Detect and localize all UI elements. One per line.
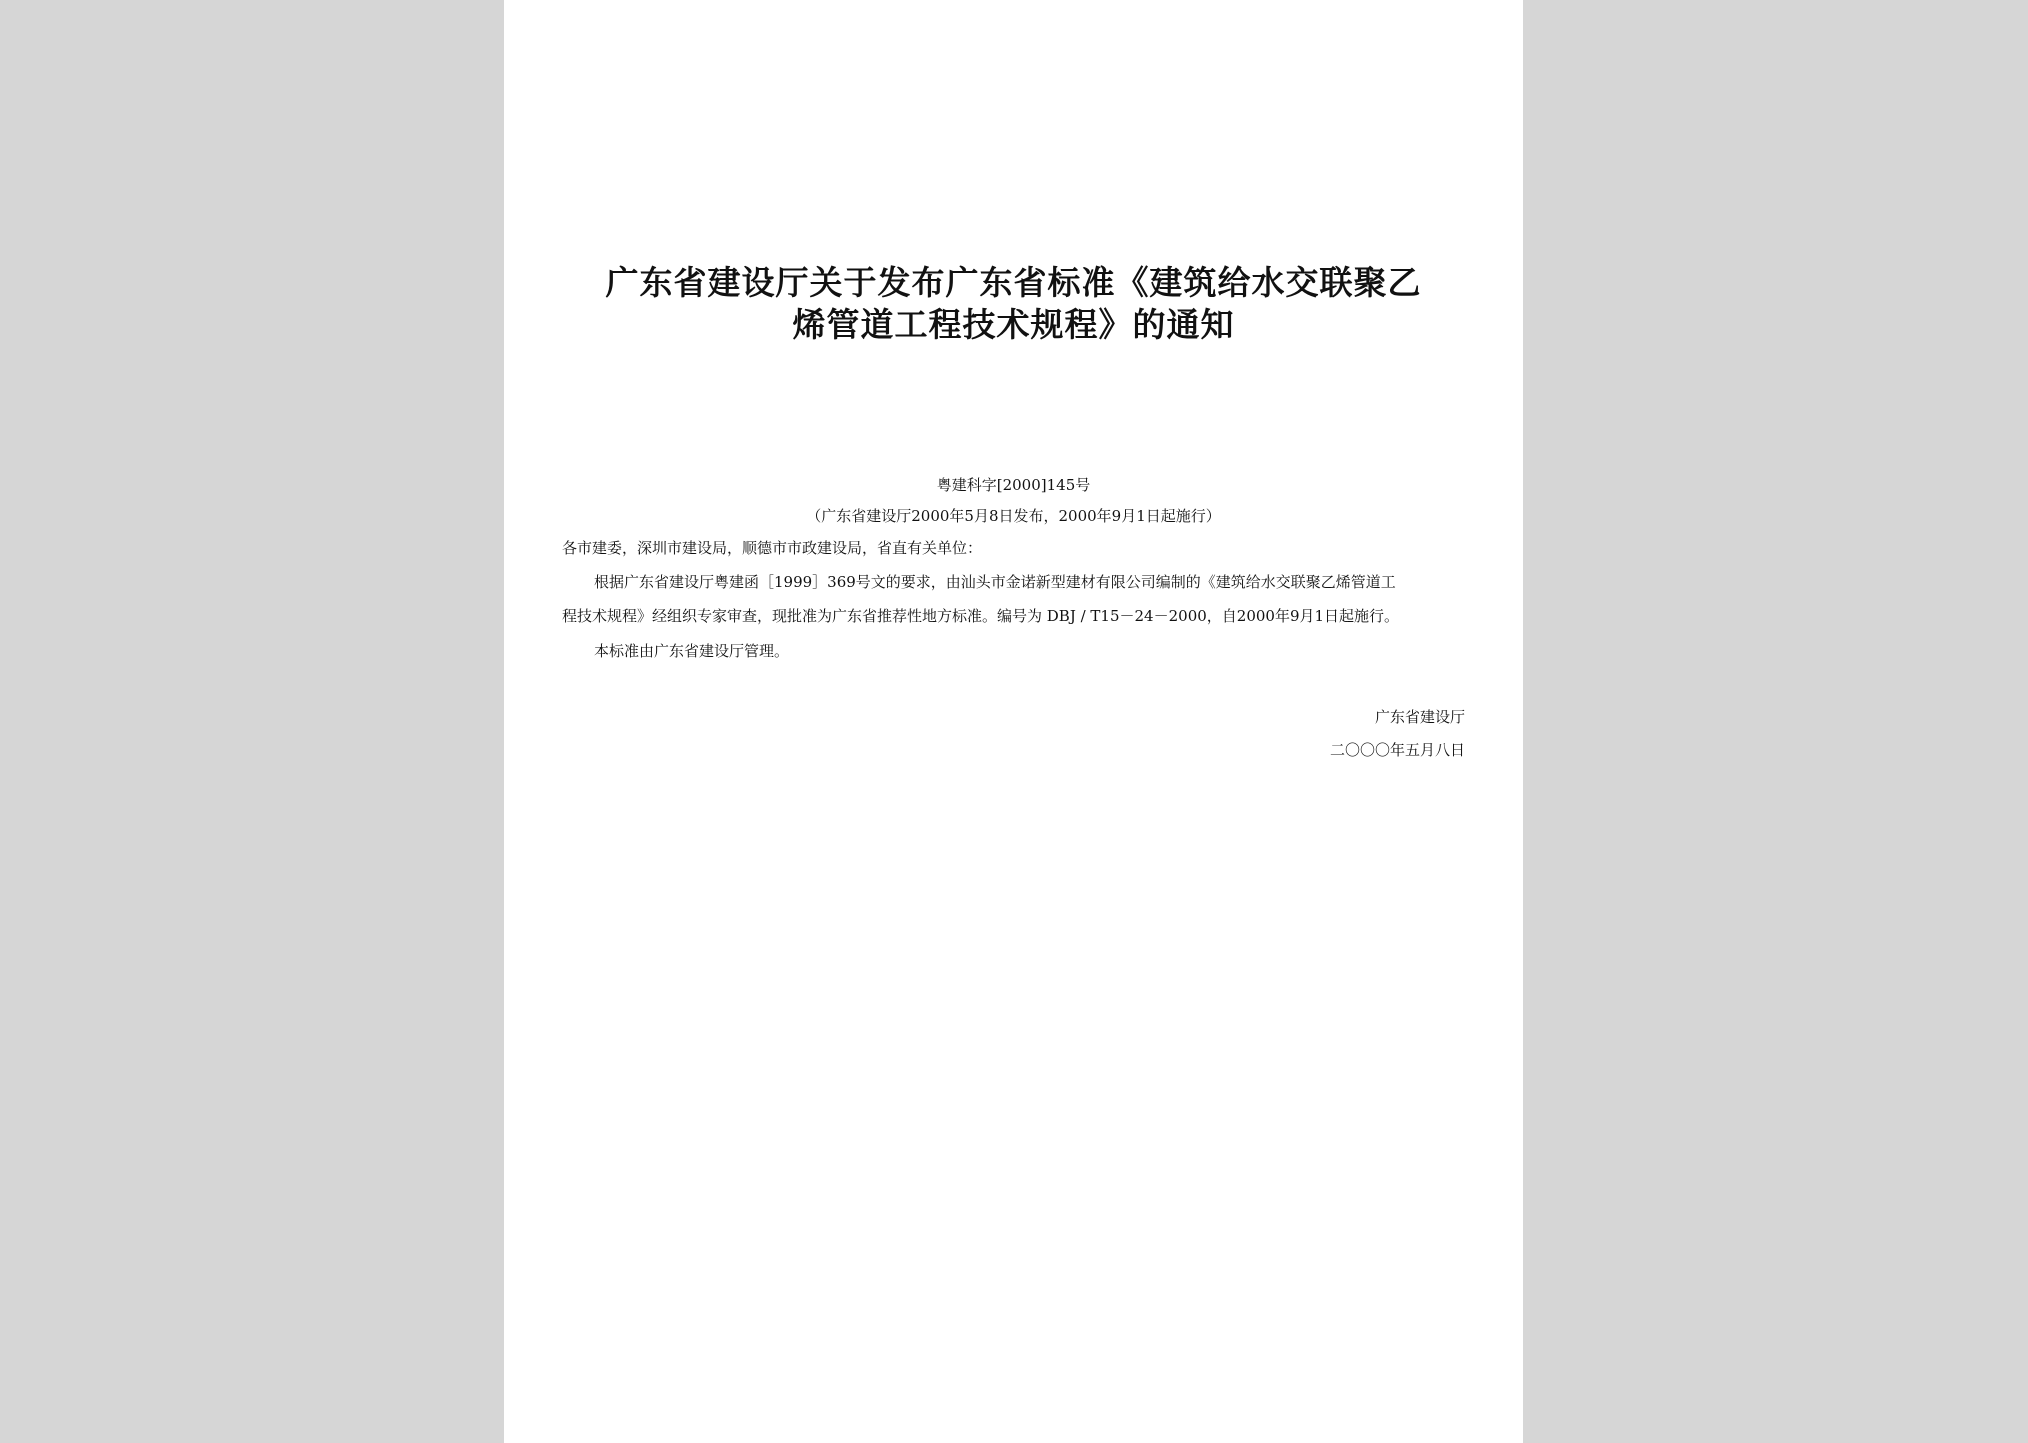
signature-date: 二〇〇〇年五月八日 [1329,741,1465,759]
addressee: 各市建委，深圳市建设局，顺德市市政建设局，省直有关单位： [562,539,983,557]
issue-note: （广东省建设厅2000年5月8日发布，2000年9月1日起施行） [806,507,1221,525]
paragraph-1-line-1: 根据广东省建设厅粤建函［1999］369号文的要求，由汕头市金诺新型建材有限公司编制的《建筑给水交联聚乙烯管道工 [594,573,1396,591]
paragraph-1-line-2: 程技术规程》经组织专家审查，现批准为广东省推荐性地方标准。编号为 DBJ / T15－24－2000，自2000年9月1日起施行。 [562,607,1400,625]
notice-title-line-1: 广东省建设厅关于发布广东省标准《建筑给水交联聚乙 [605,263,1422,302]
signature: 广东省建设厅 [1374,708,1465,726]
notice-title [566,262,1461,346]
document-number: 粤建科字[2000]145号 [936,476,1091,494]
notice-title-line-2: 烯管道工程技术规程》的通知 [792,305,1235,344]
document-page [504,0,1523,1443]
paragraph-2: 本标准由广东省建设厅管理。 [594,642,790,660]
